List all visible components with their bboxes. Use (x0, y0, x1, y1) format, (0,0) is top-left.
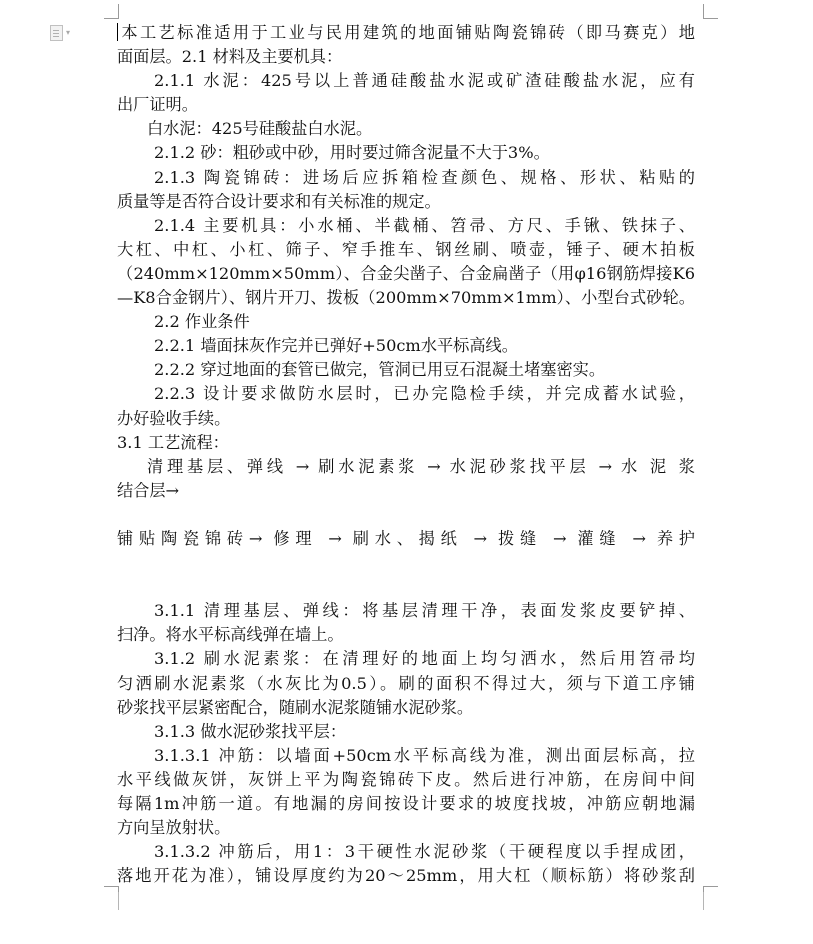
paragraph-line: 2.1.2 砂：粗砂或中砂，用时要过筛含泥量不大于3%。 (154, 143, 550, 163)
paragraph-line: 面面层。2.1 材料及主要机具： (117, 47, 343, 67)
document-menu-button[interactable] (50, 24, 80, 42)
paragraph-line: 3.1.2 刷水泥素浆：在清理好的地面上均匀洒水，然后用笤帚均 (154, 649, 695, 669)
paragraph-line: 大杠、中杠、小杠、筛子、窄手推车、钢丝刷、喷壶，锤子、硬木拍板 (117, 239, 695, 259)
paragraph-line: 本工艺标准适用于工业与民用建筑的地面铺贴陶瓷锦砖（即马赛克）地 (119, 23, 695, 42)
paragraph-line: 白水泥：425号硅酸盐白水泥。 (147, 119, 373, 139)
blank-line (117, 575, 695, 599)
paragraph-line: 办好验收手续。 (117, 408, 231, 428)
paragraph-line: 3.1.3.2 冲筋后，用1：3干硬性水泥砂浆（干硬程度以手捏成团， (154, 842, 695, 862)
chevron-down-icon: ▾ (66, 28, 71, 37)
document-icon (50, 25, 63, 41)
blank-line (117, 503, 695, 527)
paragraph-line: 2.1.1 水泥：425号以上普通硅酸盐水泥或矿渣硅酸盐水泥，应有 (154, 71, 695, 91)
section-heading: 2.2 作业条件 (154, 312, 250, 332)
document-body[interactable] (117, 21, 695, 888)
page-margin-line-left (118, 892, 119, 910)
paragraph-line: 每隔1m冲筋一道。有地漏的房间按设计要求的坡度找坡，冲筋应朝地漏 (117, 794, 695, 813)
paragraph-line: 2.1.4 主要机具：小水桶、半截桶、笤帚、方尺、手锹、铁抹子、 (154, 215, 695, 235)
blank-line (117, 551, 695, 575)
paragraph-line: 出厂证明。 (117, 95, 198, 115)
process-flow-line: 铺贴陶瓷锦砖→ 修理 → 刷水、揭纸 → 拨缝 → 灌缝 → 养护 (117, 528, 695, 548)
paragraph-line: —K8合金钢片）、钢片开刀、拨板（200mm×70mm×1mm）、小型台式砂轮。 (117, 288, 695, 308)
paragraph-line: 3.1.3.1 冲筋：以墙面+50cm水平标高线为准，测出面层标高，拉 (154, 745, 695, 765)
paragraph-line: 扫净。将水平标高线弹在墙上。 (117, 625, 344, 645)
process-flow-line: 清理基层、弹线 → 刷水泥素浆 → 水泥砂浆找平层 → 水 泥 浆 (147, 456, 695, 476)
paragraph-line: （240mm×120mm×50mm）、合金尖凿子、合金扁凿子（用φ16钢筋焊接K6 (117, 263, 695, 283)
page-corner-mark-top-right (703, 4, 718, 19)
paragraph-line: 质量等是否符合设计要求和有关标准的规定。 (117, 191, 441, 211)
page-corner-mark-bottom-right (703, 886, 718, 901)
section-heading: 3.1.3 做水泥砂浆找平层： (154, 721, 347, 741)
text-cursor (117, 23, 118, 41)
paragraph-line: 方向呈放射状。 (117, 818, 231, 838)
paragraph-line: 2.1.3 陶瓷锦砖：进场后应拆箱检查颜色、规格、形状、粘贴的 (154, 167, 695, 187)
page-margin-line-right (703, 892, 704, 910)
paragraph-line: 2.2.3 设计要求做防水层时，已办完隐检手续，并完成蓄水试验， (154, 384, 695, 404)
paragraph-line: 砂浆找平层紧密配合，随刷水泥浆随铺水泥砂浆。 (117, 697, 474, 717)
paragraph-line: 水平线做灰饼，灰饼上平为陶瓷锦砖下皮。然后进行冲筋，在房间中间 (117, 769, 695, 789)
paragraph-line: 2.2.2 穿过地面的套管已做完，管洞已用豆石混凝土堵塞密实。 (154, 360, 606, 380)
paragraph-line: 3.1.1 清理基层、弹线：将基层清理干净，表面发浆皮要铲掉、 (154, 601, 695, 621)
paragraph-line: 匀洒刷水泥素浆（水灰比为0.5）。刷的面积不得过大，须与下道工序铺 (117, 673, 695, 693)
paragraph-line: 落地开花为准），铺设厚度约为20～25mm，用大杠（顺标筋）将砂浆刮 (117, 866, 695, 886)
page-corner-mark-top-left (104, 4, 119, 19)
process-flow-line: 结合层→ (117, 480, 180, 500)
paragraph-line: 2.2.1 墙面抹灰作完并已弹好+50cm水平标高线。 (154, 336, 518, 356)
section-heading: 3.1 工艺流程： (117, 432, 229, 452)
